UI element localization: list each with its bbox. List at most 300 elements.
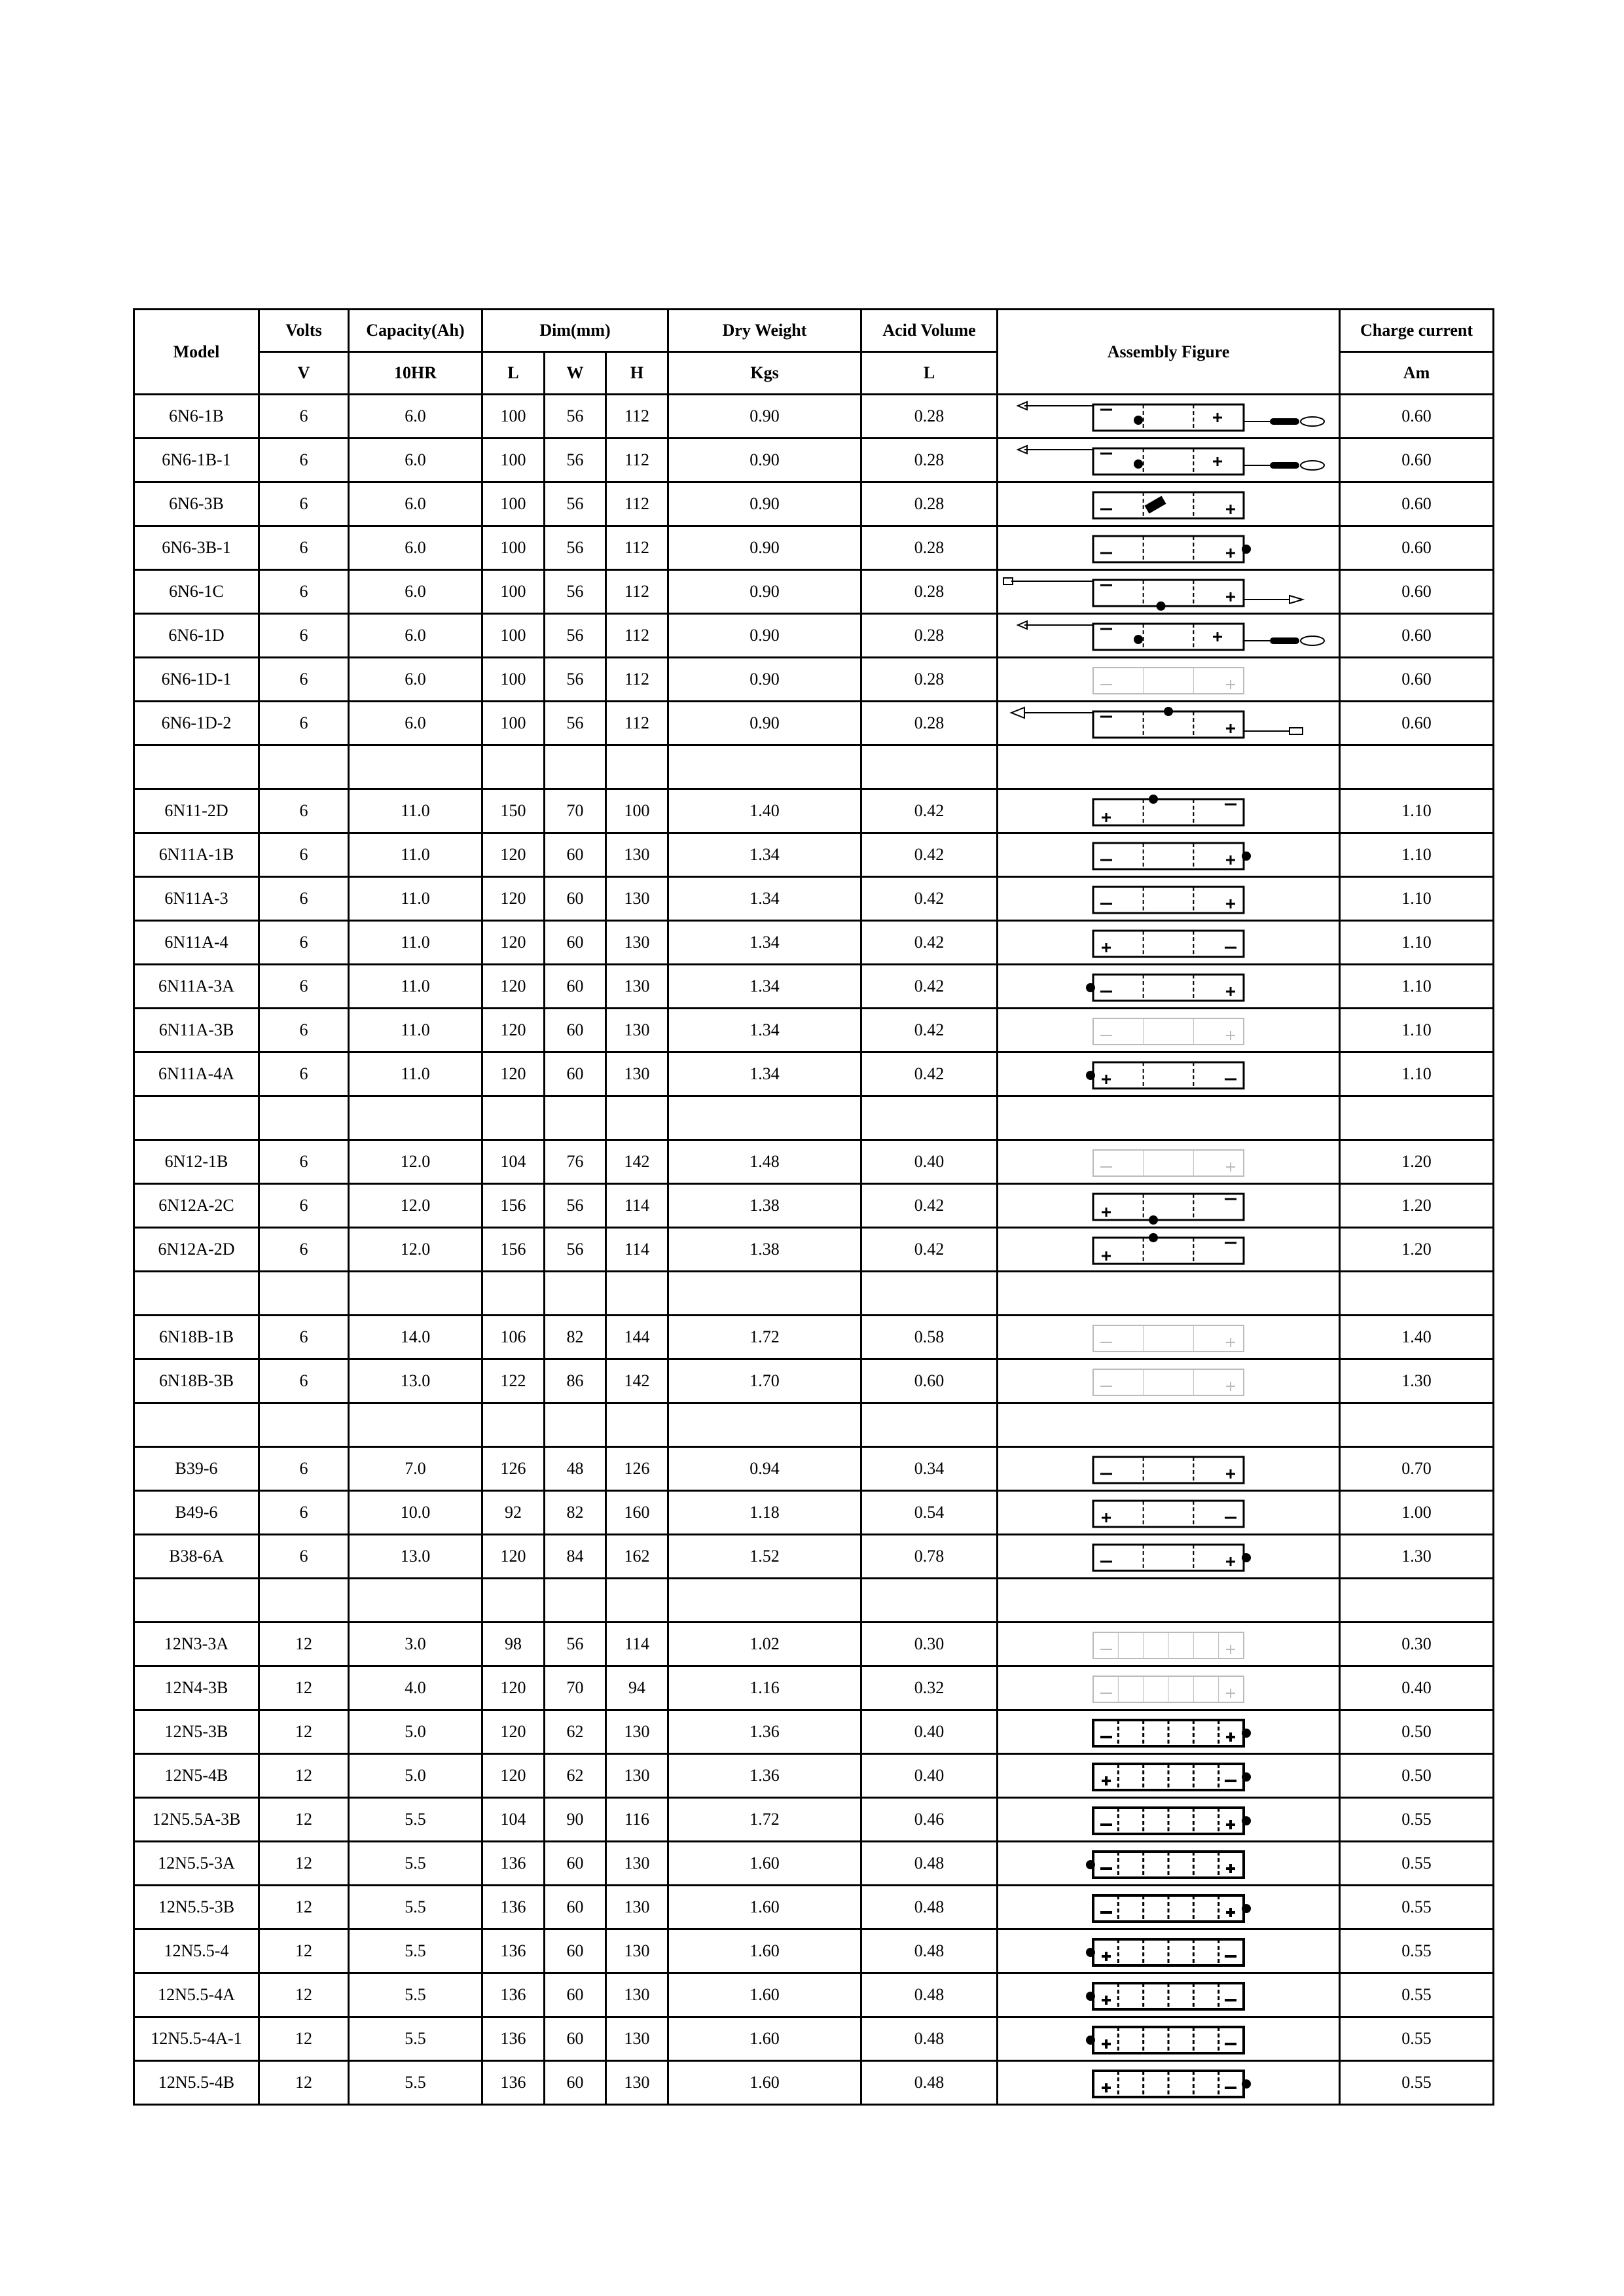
- width-cell: 86: [545, 1359, 606, 1403]
- volts-cell: 12: [259, 2061, 349, 2105]
- volts-cell: [259, 1272, 349, 1316]
- assembly-figure-cell: [998, 1359, 1340, 1403]
- acid-volume-cell: 0.42: [861, 965, 998, 1009]
- width-cell: 60: [545, 965, 606, 1009]
- width-cell: 56: [545, 439, 606, 482]
- model-cell: B49-6: [134, 1491, 259, 1535]
- length-cell: 156: [482, 1228, 545, 1272]
- header-capacity: Capacity(Ah): [349, 310, 482, 352]
- table-row: [134, 702, 1494, 745]
- header-dim-w: W: [545, 352, 606, 395]
- table-row: [134, 789, 1494, 833]
- assembly-figure-cell: [998, 2061, 1340, 2105]
- assembly-figure-cell: [998, 1447, 1340, 1491]
- assembly-figure-cell: [998, 1754, 1340, 1798]
- dry-weight-cell: 1.60: [668, 2017, 861, 2061]
- height-cell: 130: [606, 2061, 668, 2105]
- width-cell: 60: [545, 1973, 606, 2017]
- acid-volume-cell: 0.28: [861, 614, 998, 658]
- dry-weight-cell: 0.90: [668, 439, 861, 482]
- capacity-cell: 13.0: [349, 1535, 482, 1579]
- volts-cell: 12: [259, 1973, 349, 2017]
- capacity-cell: 11.0: [349, 789, 482, 833]
- model-cell: 12N5.5-3B: [134, 1886, 259, 1929]
- assembly-figure-cell: [998, 1710, 1340, 1754]
- length-cell: 100: [482, 439, 545, 482]
- charge-current-cell: 0.60: [1340, 614, 1494, 658]
- height-cell: 114: [606, 1623, 668, 1666]
- acid-volume-cell: 0.28: [861, 658, 998, 702]
- length-cell: 122: [482, 1359, 545, 1403]
- width-cell: 56: [545, 1623, 606, 1666]
- model-cell: [134, 1579, 259, 1623]
- spacer-row: [134, 745, 1494, 789]
- length-cell: 136: [482, 1929, 545, 1973]
- height-cell: [606, 745, 668, 789]
- dry-weight-cell: 0.90: [668, 658, 861, 702]
- acid-volume-cell: 0.28: [861, 570, 998, 614]
- width-cell: 70: [545, 789, 606, 833]
- height-cell: 130: [606, 833, 668, 877]
- acid-volume-cell: [861, 1272, 998, 1316]
- table-row: [134, 1447, 1494, 1491]
- width-cell: [545, 1579, 606, 1623]
- height-cell: 130: [606, 1052, 668, 1096]
- volts-cell: 12: [259, 1710, 349, 1754]
- dry-weight-cell: 1.48: [668, 1140, 861, 1184]
- height-cell: 130: [606, 921, 668, 965]
- assembly-figure-cell: [998, 1316, 1340, 1359]
- height-cell: 112: [606, 614, 668, 658]
- volts-cell: 12: [259, 1842, 349, 1886]
- volts-cell: 6: [259, 1052, 349, 1096]
- dry-weight-cell: 1.02: [668, 1623, 861, 1666]
- length-cell: 120: [482, 1009, 545, 1052]
- length-cell: 104: [482, 1140, 545, 1184]
- dry-weight-cell: 1.38: [668, 1228, 861, 1272]
- charge-current-cell: 0.50: [1340, 1754, 1494, 1798]
- charge-current-cell: 0.40: [1340, 1666, 1494, 1710]
- width-cell: 60: [545, 877, 606, 921]
- capacity-cell: [349, 1579, 482, 1623]
- capacity-cell: 12.0: [349, 1184, 482, 1228]
- assembly-figure-cell: [998, 1228, 1340, 1272]
- model-cell: 12N3-3A: [134, 1623, 259, 1666]
- length-cell: 92: [482, 1491, 545, 1535]
- acid-volume-cell: [861, 1579, 998, 1623]
- battery-assembly-figure: [998, 1011, 1339, 1050]
- height-cell: 112: [606, 658, 668, 702]
- charge-current-cell: 0.60: [1340, 658, 1494, 702]
- length-cell: 120: [482, 1710, 545, 1754]
- dry-weight-cell: [668, 1096, 861, 1140]
- table-row: [134, 1973, 1494, 2017]
- width-cell: [545, 1403, 606, 1447]
- table-row: [134, 614, 1494, 658]
- volts-cell: 6: [259, 1228, 349, 1272]
- dry-weight-cell: [668, 745, 861, 789]
- model-cell: 6N11A-3B: [134, 1009, 259, 1052]
- length-cell: 136: [482, 1886, 545, 1929]
- width-cell: 56: [545, 526, 606, 570]
- height-cell: 144: [606, 1316, 668, 1359]
- table-row: [134, 658, 1494, 702]
- assembly-figure-cell: [998, 395, 1340, 439]
- volts-cell: 6: [259, 1316, 349, 1359]
- dry-weight-cell: 1.72: [668, 1316, 861, 1359]
- model-cell: 12N5.5A-3B: [134, 1798, 259, 1842]
- width-cell: [545, 1272, 606, 1316]
- charge-current-cell: 0.55: [1340, 1886, 1494, 1929]
- charge-current-cell: 0.60: [1340, 482, 1494, 526]
- model-cell: 6N18B-1B: [134, 1316, 259, 1359]
- dry-weight-cell: [668, 1272, 861, 1316]
- volts-cell: 12: [259, 1798, 349, 1842]
- model-cell: 12N4-3B: [134, 1666, 259, 1710]
- battery-assembly-figure: [998, 397, 1339, 437]
- table-row: [134, 921, 1494, 965]
- dry-weight-cell: 0.90: [668, 570, 861, 614]
- charge-current-cell: 0.70: [1340, 1447, 1494, 1491]
- dry-weight-cell: 1.70: [668, 1359, 861, 1403]
- model-cell: [134, 1096, 259, 1140]
- model-cell: 6N11A-4: [134, 921, 259, 965]
- dry-weight-cell: 1.38: [668, 1184, 861, 1228]
- assembly-figure-cell: [998, 1491, 1340, 1535]
- table-row: [134, 2061, 1494, 2105]
- capacity-cell: 5.0: [349, 1754, 482, 1798]
- charge-current-cell: 0.55: [1340, 1842, 1494, 1886]
- charge-current-cell: 0.55: [1340, 1929, 1494, 1973]
- capacity-cell: 5.5: [349, 2061, 482, 2105]
- width-cell: 60: [545, 921, 606, 965]
- volts-cell: [259, 1403, 349, 1447]
- length-cell: 126: [482, 1447, 545, 1491]
- dry-weight-cell: 0.90: [668, 614, 861, 658]
- length-cell: 136: [482, 1842, 545, 1886]
- height-cell: 94: [606, 1666, 668, 1710]
- capacity-cell: [349, 1096, 482, 1140]
- width-cell: 56: [545, 395, 606, 439]
- acid-volume-cell: 0.48: [861, 1886, 998, 1929]
- capacity-cell: 5.5: [349, 1929, 482, 1973]
- acid-volume-cell: 0.40: [861, 1710, 998, 1754]
- battery-assembly-figure: [998, 484, 1339, 524]
- battery-assembly-figure: [998, 572, 1339, 612]
- charge-current-cell: [1340, 1272, 1494, 1316]
- assembly-figure-cell: [998, 1929, 1340, 1973]
- battery-assembly-figure: [998, 1624, 1339, 1664]
- capacity-cell: 12.0: [349, 1228, 482, 1272]
- volts-cell: [259, 1096, 349, 1140]
- table-body: [134, 395, 1494, 2105]
- capacity-cell: 5.5: [349, 1842, 482, 1886]
- width-cell: 90: [545, 1798, 606, 1842]
- height-cell: 114: [606, 1184, 668, 1228]
- dry-weight-cell: 1.34: [668, 921, 861, 965]
- acid-volume-cell: 0.48: [861, 2017, 998, 2061]
- width-cell: 82: [545, 1491, 606, 1535]
- battery-assembly-figure: [998, 1756, 1339, 1796]
- assembly-figure-cell: [998, 570, 1340, 614]
- model-cell: 12N5.5-3A: [134, 1842, 259, 1886]
- volts-cell: 6: [259, 702, 349, 745]
- length-cell: 100: [482, 614, 545, 658]
- height-cell: 112: [606, 482, 668, 526]
- capacity-cell: 11.0: [349, 833, 482, 877]
- model-cell: 6N12-1B: [134, 1140, 259, 1184]
- capacity-cell: [349, 745, 482, 789]
- length-cell: 120: [482, 1666, 545, 1710]
- assembly-figure-cell: [998, 1798, 1340, 1842]
- assembly-figure-cell: [998, 833, 1340, 877]
- acid-volume-cell: 0.40: [861, 1140, 998, 1184]
- height-cell: 130: [606, 1842, 668, 1886]
- volts-cell: 12: [259, 1754, 349, 1798]
- charge-current-cell: 1.10: [1340, 789, 1494, 833]
- height-cell: 130: [606, 1929, 668, 1973]
- model-cell: B38-6A: [134, 1535, 259, 1579]
- table-row: [134, 1710, 1494, 1754]
- assembly-figure-cell: [998, 1096, 1340, 1140]
- height-cell: 112: [606, 526, 668, 570]
- table-row: [134, 1184, 1494, 1228]
- acid-volume-cell: 0.28: [861, 439, 998, 482]
- assembly-figure-cell: [998, 1623, 1340, 1666]
- capacity-cell: 14.0: [349, 1316, 482, 1359]
- dry-weight-cell: [668, 1579, 861, 1623]
- dry-weight-cell: [668, 1403, 861, 1447]
- capacity-cell: 7.0: [349, 1447, 482, 1491]
- model-cell: 6N6-1D: [134, 614, 259, 658]
- acid-volume-cell: 0.28: [861, 482, 998, 526]
- table-row: [134, 1316, 1494, 1359]
- table-header: [134, 310, 1494, 395]
- volts-cell: 6: [259, 614, 349, 658]
- width-cell: 56: [545, 570, 606, 614]
- table-row: [134, 526, 1494, 570]
- volts-cell: 6: [259, 789, 349, 833]
- height-cell: 130: [606, 1886, 668, 1929]
- model-cell: 12N5.5-4: [134, 1929, 259, 1973]
- height-cell: 112: [606, 570, 668, 614]
- header-acid-volume-unit: L: [861, 352, 998, 395]
- height-cell: 112: [606, 702, 668, 745]
- model-cell: 6N11A-1B: [134, 833, 259, 877]
- width-cell: 70: [545, 1666, 606, 1710]
- width-cell: 56: [545, 702, 606, 745]
- model-cell: [134, 745, 259, 789]
- battery-assembly-figure: [998, 1054, 1339, 1094]
- dry-weight-cell: 1.34: [668, 965, 861, 1009]
- model-cell: 6N11A-3: [134, 877, 259, 921]
- dry-weight-cell: 1.34: [668, 877, 861, 921]
- charge-current-cell: 1.20: [1340, 1228, 1494, 1272]
- assembly-figure-cell: [998, 702, 1340, 745]
- charge-current-cell: 1.10: [1340, 877, 1494, 921]
- header-assembly-figure: Assembly Figure: [998, 310, 1340, 395]
- height-cell: [606, 1579, 668, 1623]
- dry-weight-cell: 0.90: [668, 482, 861, 526]
- capacity-cell: 5.5: [349, 1798, 482, 1842]
- battery-assembly-figure: [998, 1844, 1339, 1884]
- height-cell: 114: [606, 1228, 668, 1272]
- battery-assembly-figure: [998, 879, 1339, 919]
- capacity-cell: 6.0: [349, 482, 482, 526]
- capacity-cell: 6.0: [349, 439, 482, 482]
- acid-volume-cell: 0.78: [861, 1535, 998, 1579]
- height-cell: [606, 1096, 668, 1140]
- volts-cell: 6: [259, 1447, 349, 1491]
- model-cell: 6N11-2D: [134, 789, 259, 833]
- table-row: [134, 395, 1494, 439]
- width-cell: 56: [545, 482, 606, 526]
- header-dim-h: H: [606, 352, 668, 395]
- capacity-cell: 12.0: [349, 1140, 482, 1184]
- table-row: [134, 482, 1494, 526]
- acid-volume-cell: 0.46: [861, 1798, 998, 1842]
- dry-weight-cell: 1.36: [668, 1710, 861, 1754]
- battery-assembly-figure: [998, 1668, 1339, 1708]
- table-row: [134, 833, 1494, 877]
- acid-volume-cell: 0.34: [861, 1447, 998, 1491]
- model-cell: 6N6-1C: [134, 570, 259, 614]
- battery-assembly-figure: [998, 1493, 1339, 1533]
- header-dim: Dim(mm): [482, 310, 668, 352]
- dry-weight-cell: 1.72: [668, 1798, 861, 1842]
- length-cell: 120: [482, 1754, 545, 1798]
- spacer-row: [134, 1096, 1494, 1140]
- volts-cell: 6: [259, 1359, 349, 1403]
- assembly-figure-cell: [998, 1666, 1340, 1710]
- height-cell: 130: [606, 877, 668, 921]
- assembly-figure-cell: [998, 921, 1340, 965]
- length-cell: 136: [482, 2061, 545, 2105]
- height-cell: 130: [606, 1710, 668, 1754]
- spacer-row: [134, 1579, 1494, 1623]
- charge-current-cell: 0.60: [1340, 395, 1494, 439]
- charge-current-cell: 0.60: [1340, 439, 1494, 482]
- table-row: [134, 1228, 1494, 1272]
- model-cell: 6N6-1D-1: [134, 658, 259, 702]
- model-cell: 12N5.5-4B: [134, 2061, 259, 2105]
- charge-current-cell: [1340, 1579, 1494, 1623]
- capacity-cell: 11.0: [349, 1009, 482, 1052]
- acid-volume-cell: 0.54: [861, 1491, 998, 1535]
- assembly-figure-cell: [998, 877, 1340, 921]
- acid-volume-cell: 0.42: [861, 1228, 998, 1272]
- header-volts-unit: V: [259, 352, 349, 395]
- assembly-figure-cell: [998, 1272, 1340, 1316]
- capacity-cell: 11.0: [349, 965, 482, 1009]
- assembly-figure-cell: [998, 658, 1340, 702]
- dry-weight-cell: 1.60: [668, 1842, 861, 1886]
- volts-cell: 12: [259, 1929, 349, 1973]
- battery-assembly-figure: [998, 1975, 1339, 2015]
- table-row: [134, 1009, 1494, 1052]
- volts-cell: 6: [259, 482, 349, 526]
- width-cell: 56: [545, 658, 606, 702]
- width-cell: 60: [545, 1929, 606, 1973]
- capacity-cell: 6.0: [349, 614, 482, 658]
- volts-cell: 6: [259, 833, 349, 877]
- acid-volume-cell: 0.48: [861, 1842, 998, 1886]
- battery-assembly-figure: [998, 1142, 1339, 1182]
- acid-volume-cell: 0.42: [861, 921, 998, 965]
- height-cell: 142: [606, 1140, 668, 1184]
- dry-weight-cell: 1.60: [668, 1929, 861, 1973]
- battery-assembly-figure: [998, 923, 1339, 963]
- model-cell: 6N12A-2D: [134, 1228, 259, 1272]
- battery-assembly-figure: [998, 2019, 1339, 2059]
- assembly-figure-cell: [998, 1184, 1340, 1228]
- model-cell: 6N18B-3B: [134, 1359, 259, 1403]
- capacity-cell: 6.0: [349, 570, 482, 614]
- battery-assembly-figure: [998, 967, 1339, 1007]
- width-cell: 60: [545, 2017, 606, 2061]
- charge-current-cell: 1.10: [1340, 965, 1494, 1009]
- charge-current-cell: 0.50: [1340, 1710, 1494, 1754]
- acid-volume-cell: 0.28: [861, 395, 998, 439]
- charge-current-cell: 0.55: [1340, 2061, 1494, 2105]
- length-cell: 136: [482, 1973, 545, 2017]
- dry-weight-cell: 1.18: [668, 1491, 861, 1535]
- volts-cell: 12: [259, 2017, 349, 2061]
- table-row: [134, 1052, 1494, 1096]
- length-cell: 120: [482, 965, 545, 1009]
- width-cell: 56: [545, 1228, 606, 1272]
- charge-current-cell: 0.30: [1340, 1623, 1494, 1666]
- length-cell: [482, 1096, 545, 1140]
- assembly-figure-cell: [998, 789, 1340, 833]
- acid-volume-cell: 0.30: [861, 1623, 998, 1666]
- spacer-row: [134, 1403, 1494, 1447]
- length-cell: 100: [482, 526, 545, 570]
- battery-assembly-figure: [998, 1800, 1339, 1840]
- height-cell: 116: [606, 1798, 668, 1842]
- dry-weight-cell: 1.34: [668, 833, 861, 877]
- battery-assembly-figure: [998, 1230, 1339, 1270]
- volts-cell: [259, 1579, 349, 1623]
- charge-current-cell: 0.60: [1340, 702, 1494, 745]
- charge-current-cell: 0.55: [1340, 1798, 1494, 1842]
- battery-spec-table: [133, 308, 1494, 2106]
- length-cell: 136: [482, 2017, 545, 2061]
- table-row: [134, 965, 1494, 1009]
- battery-assembly-figure: [998, 440, 1339, 480]
- header-dry-weight: Dry Weight: [668, 310, 861, 352]
- assembly-figure-cell: [998, 965, 1340, 1009]
- charge-current-cell: 1.40: [1340, 1316, 1494, 1359]
- assembly-figure-cell: [998, 1579, 1340, 1623]
- header-volts: Volts: [259, 310, 349, 352]
- table-row: [134, 1535, 1494, 1579]
- model-cell: B39-6: [134, 1447, 259, 1491]
- capacity-cell: 5.5: [349, 2017, 482, 2061]
- height-cell: 130: [606, 965, 668, 1009]
- model-cell: 12N5.5-4A: [134, 1973, 259, 2017]
- capacity-cell: 6.0: [349, 395, 482, 439]
- height-cell: 112: [606, 395, 668, 439]
- charge-current-cell: 1.00: [1340, 1491, 1494, 1535]
- assembly-figure-cell: [998, 1403, 1340, 1447]
- battery-assembly-figure: [998, 660, 1339, 700]
- volts-cell: 12: [259, 1886, 349, 1929]
- assembly-figure-cell: [998, 1973, 1340, 2017]
- charge-current-cell: 1.10: [1340, 921, 1494, 965]
- acid-volume-cell: 0.28: [861, 526, 998, 570]
- table-row: [134, 1842, 1494, 1886]
